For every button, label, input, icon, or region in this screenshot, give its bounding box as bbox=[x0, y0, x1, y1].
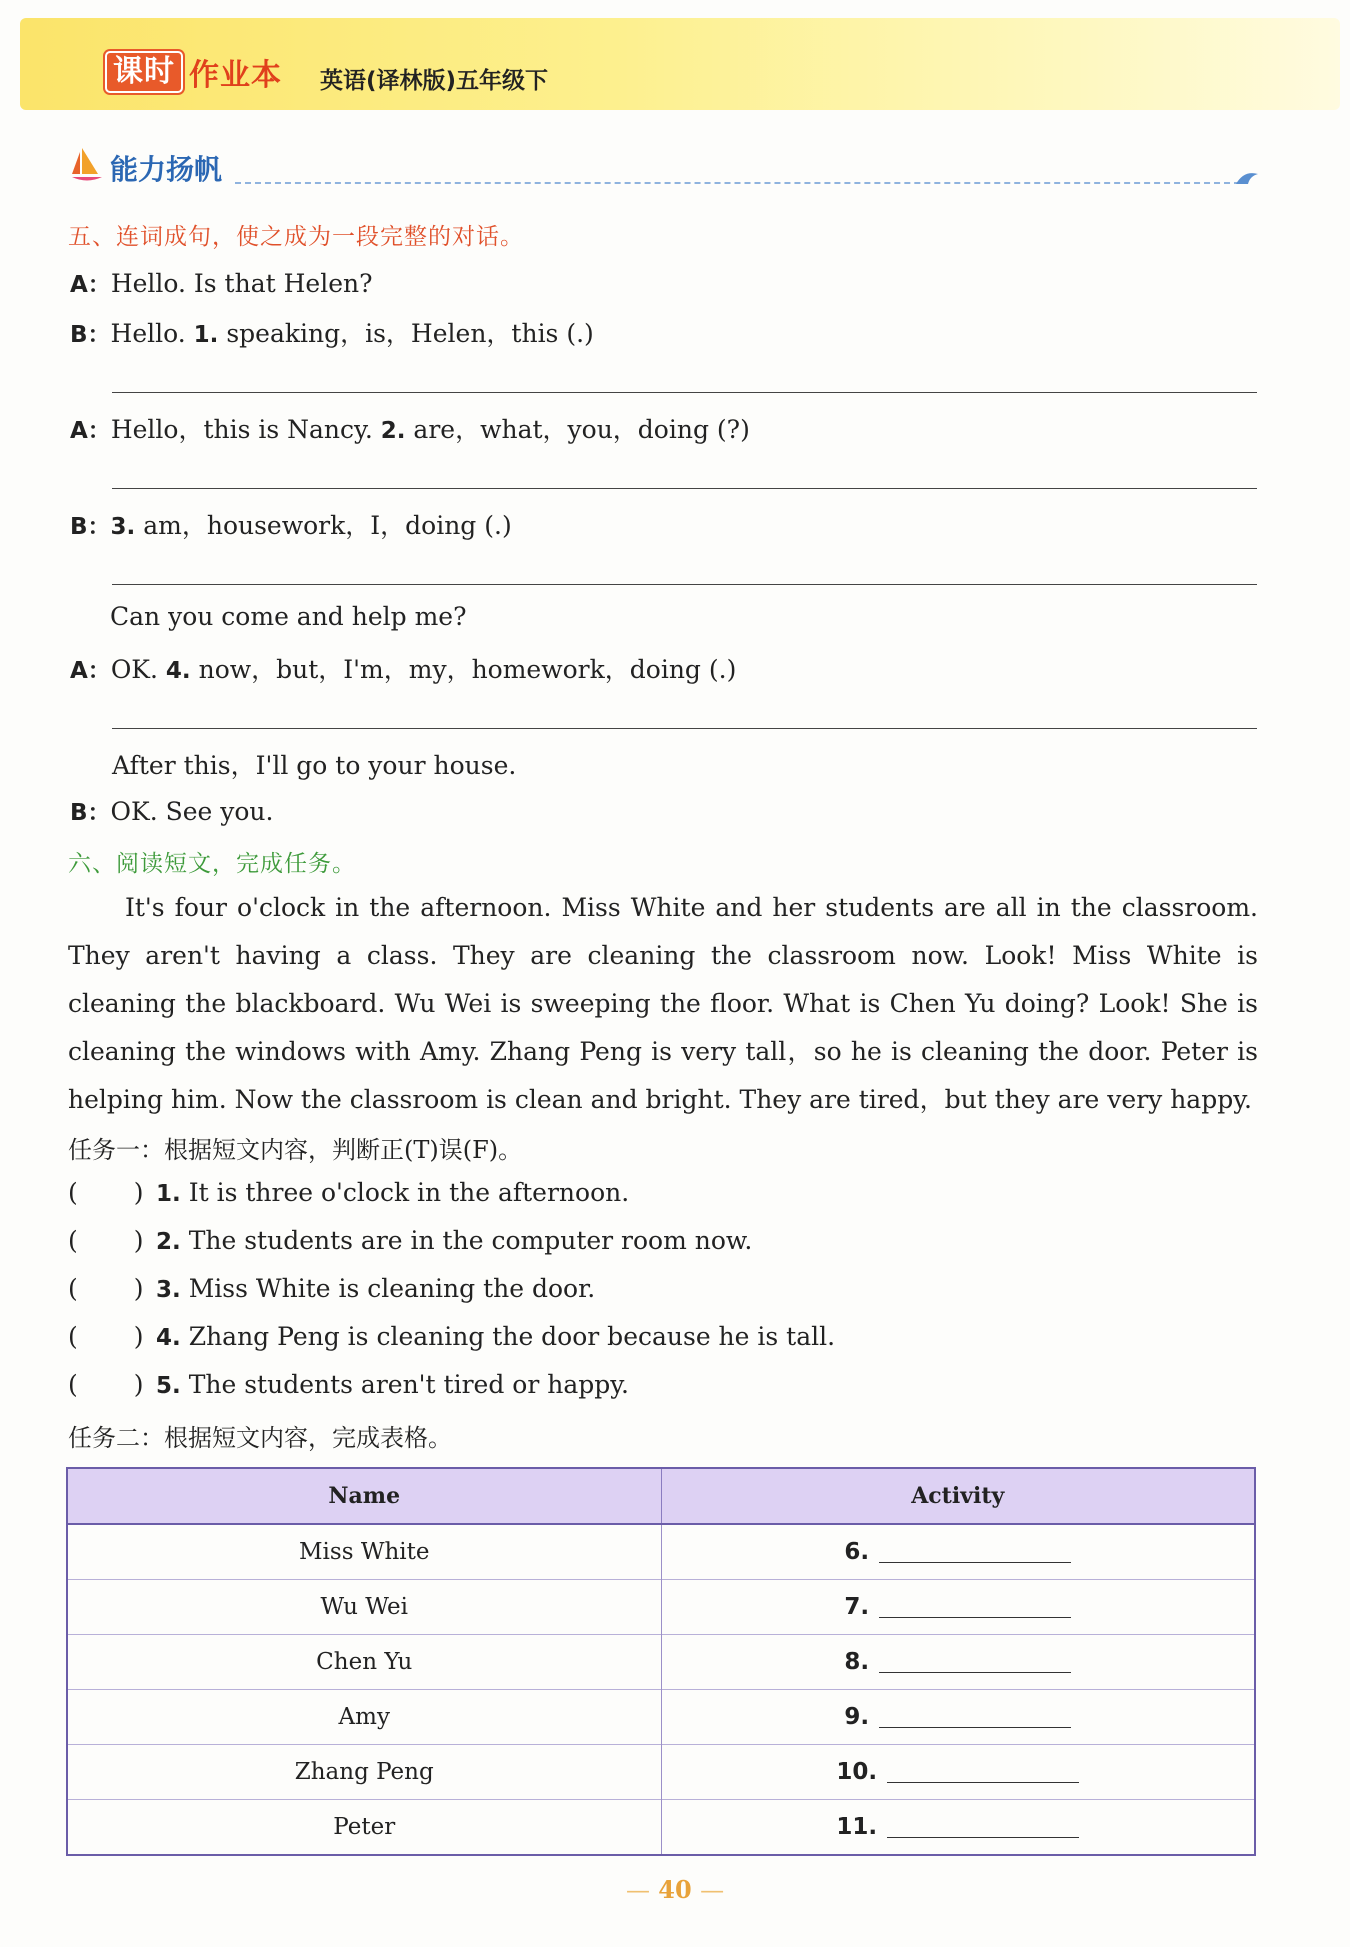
answer-line-1[interactable] bbox=[112, 392, 1257, 393]
table-row bbox=[67, 1635, 1255, 1690]
cell-activity[interactable]: 9. bbox=[661, 1690, 1255, 1745]
sail-icon bbox=[70, 146, 104, 184]
answer-line-2[interactable] bbox=[112, 488, 1257, 489]
cell-activity[interactable]: 10. bbox=[661, 1745, 1255, 1800]
answer-line-4[interactable] bbox=[112, 728, 1257, 729]
section-header bbox=[70, 146, 1260, 186]
tf-item-5[interactable]: ( ) 5. The students aren't tired or happy. bbox=[68, 1370, 629, 1399]
cell-name: Amy bbox=[67, 1690, 661, 1745]
tf-item-2[interactable]: ( ) 2. The students are in the computer room now. bbox=[68, 1226, 753, 1255]
q5-heading: 五、连词成句，使之成为一段完整的对话。 bbox=[68, 224, 524, 250]
task1-title: 任务一：根据短文内容，判断正(T)误(F)。 bbox=[68, 1136, 523, 1164]
activity-table bbox=[66, 1467, 1256, 1856]
dialogue-line-8: B：OK. See you. bbox=[70, 797, 274, 826]
tf-item-4[interactable]: ( ) 4. Zhang Peng is cleaning the door because he is tall. bbox=[68, 1322, 836, 1351]
answer-blank[interactable] bbox=[879, 1597, 1071, 1618]
answer-blank[interactable] bbox=[879, 1652, 1071, 1673]
table-row bbox=[67, 1745, 1255, 1800]
dialogue-line-3: A：Hello，this is Nancy. 2. are，what，you，doing (?) bbox=[70, 415, 750, 444]
dialogue-line-6: A：OK. 4. now，but，I'm，my，homework，doing (.) bbox=[70, 655, 737, 684]
answer-blank[interactable] bbox=[887, 1762, 1079, 1783]
tf-item-3[interactable]: ( ) 3. Miss White is cleaning the door. bbox=[68, 1274, 596, 1303]
q6-heading: 六、阅读短文，完成任务。 bbox=[68, 851, 356, 877]
cell-activity[interactable]: 6. bbox=[661, 1524, 1255, 1580]
table-row bbox=[67, 1690, 1255, 1745]
cell-activity[interactable]: 11. bbox=[661, 1800, 1255, 1856]
dialogue-line-2: B：Hello. 1. speaking，is，Helen，this (.) bbox=[70, 319, 594, 348]
cell-name: Zhang Peng bbox=[67, 1745, 661, 1800]
task2-title: 任务二：根据短文内容，完成表格。 bbox=[68, 1424, 452, 1452]
wave-icon bbox=[1234, 166, 1260, 186]
table-header-row bbox=[67, 1468, 1255, 1524]
header-activity: Activity bbox=[661, 1468, 1255, 1524]
dialogue-line-7: After this，I'll go to your house. bbox=[112, 751, 517, 780]
dialogue-line-5: Can you come and help me? bbox=[110, 602, 467, 631]
tf-item-1[interactable]: ( ) 1. It is three o'clock in the afternoon. bbox=[68, 1178, 630, 1207]
cell-activity[interactable]: 8. bbox=[661, 1635, 1255, 1690]
section-divider bbox=[235, 182, 1240, 184]
table-row bbox=[67, 1800, 1255, 1856]
reading-passage: It's four o'clock in the afternoon. Miss White and her students are all in the classroom. They aren't having a class. They are cleaning the classroom now. Look! Miss White is cleaning the blackboard. Wu Wei is sweeping the floor. What is Chen Yu doing? Look! She is cleaning the windows with Amy. Zhang Peng is very tall，so he is cleaning the door. Peter is helping him. Now the classroom is clean and bright. They are tired，but they are very happy. bbox=[68, 893, 1258, 1114]
page-number: — 40 — bbox=[625, 1875, 725, 1904]
answer-line-3[interactable] bbox=[112, 584, 1257, 585]
table-row bbox=[67, 1524, 1255, 1580]
section-title: 能力扬帆 bbox=[110, 153, 223, 186]
cell-name: Chen Yu bbox=[67, 1635, 661, 1690]
brand-box: 课时 bbox=[105, 51, 183, 93]
brand-logo bbox=[105, 52, 282, 92]
book-title: 英语(译林版)五年级下 bbox=[320, 68, 549, 94]
brand-text: 作业本 bbox=[189, 58, 282, 93]
cell-activity[interactable]: 7. bbox=[661, 1580, 1255, 1635]
answer-blank[interactable] bbox=[879, 1542, 1071, 1563]
cell-name: Wu Wei bbox=[67, 1580, 661, 1635]
dialogue-line-4: B：3. am，housework，I，doing (.) bbox=[70, 511, 512, 540]
dialogue-line-1: A：Hello. Is that Helen? bbox=[70, 269, 373, 298]
table-row bbox=[67, 1580, 1255, 1635]
cell-name: Peter bbox=[67, 1800, 661, 1856]
cell-name: Miss White bbox=[67, 1524, 661, 1580]
answer-blank[interactable] bbox=[887, 1817, 1079, 1838]
answer-blank[interactable] bbox=[879, 1707, 1071, 1728]
header-name: Name bbox=[67, 1468, 661, 1524]
